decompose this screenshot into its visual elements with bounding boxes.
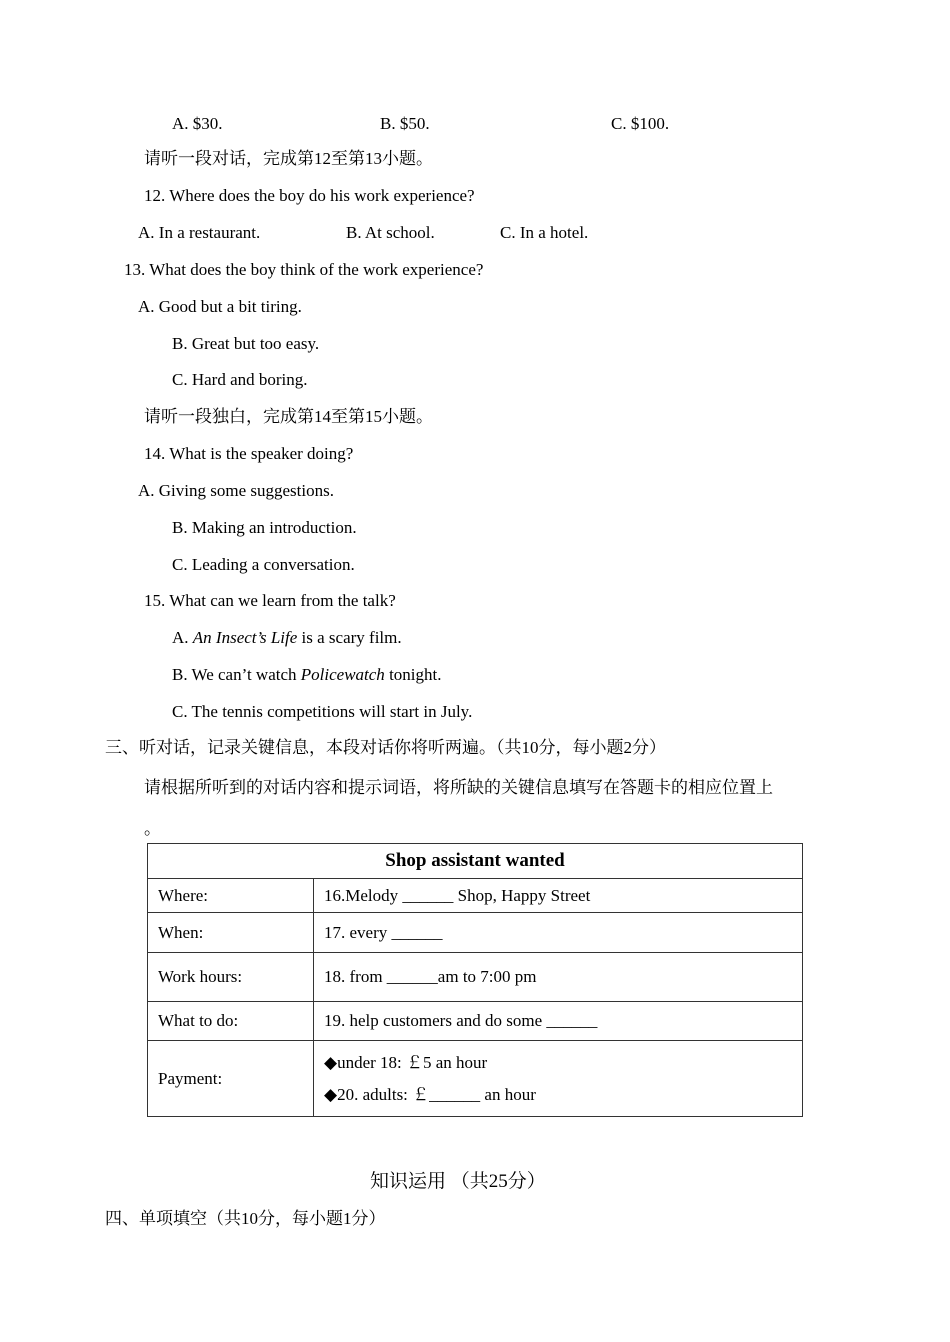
q11-option-a: A. $30.	[172, 114, 223, 133]
row-label: What to do:	[148, 1002, 314, 1041]
q13-option-b: B. Great but too easy.	[172, 334, 320, 353]
row-value: 19. help customers and do some ______	[314, 1002, 803, 1041]
shop-assistant-table	[147, 843, 803, 1117]
instruction-14-15: 请听一段独白，完成第14至第15小题。	[144, 407, 433, 426]
section3-heading: 三、听对话，记录关键信息，本段对话你将听两遍。（共10分，每小题2分）	[105, 738, 666, 757]
q13-question: 13. What does the boy think of the work experience?	[124, 260, 484, 279]
payment-label: Payment:	[148, 1041, 314, 1117]
section3-period: 。	[144, 819, 161, 838]
q14-question: 14. What is the speaker doing?	[144, 444, 354, 463]
q11-option-b: B. $50.	[380, 114, 430, 133]
payment-line: ◆20. adults: ￡______ an hour	[324, 1084, 536, 1104]
row-label: Where:	[148, 879, 314, 913]
q15-option-c: C. The tennis competitions will start in July.	[172, 702, 473, 721]
q15-question: 15. What can we learn from the talk?	[144, 591, 396, 610]
q13-option-a: A. Good but a bit tiring.	[138, 297, 302, 316]
q12-option-c: C. In a hotel.	[500, 223, 589, 242]
q12-question: 12. Where does the boy do his work experience?	[144, 186, 475, 205]
row-value: 16.Melody ______ Shop, Happy Street	[314, 879, 803, 913]
q11-option-c: C. $100.	[611, 114, 670, 133]
payment-value	[314, 1041, 803, 1117]
table-row	[148, 953, 803, 1002]
row-label: Work hours:	[148, 953, 314, 1002]
q15-option-a: A. An Insect’s Life is a scary film.	[172, 628, 402, 647]
q14-option-b: B. Making an introduction.	[172, 518, 357, 537]
table-row	[148, 913, 803, 953]
table-title: Shop assistant wanted	[148, 844, 803, 879]
table-row	[148, 1041, 803, 1117]
row-value: 17. every ______	[314, 913, 803, 953]
q15-option-b: B. We can’t watch Policewatch tonight.	[172, 665, 442, 684]
q12-option-a: A. In a restaurant.	[138, 223, 261, 242]
row-value: 18. from ______am to 7:00 pm	[314, 953, 803, 1002]
section4-heading: 四、单项填空（共10分，每小题1分）	[105, 1209, 386, 1228]
q12-option-b: B. At school.	[346, 223, 435, 242]
knowledge-heading: 知识运用 （共25分）	[370, 1171, 546, 1192]
instruction-12-13: 请听一段对话，完成第12至第13小题。	[144, 149, 433, 168]
q14-option-c: C. Leading a conversation.	[172, 555, 355, 574]
film-title: An Insect’s Life	[192, 628, 298, 647]
row-label: When:	[148, 913, 314, 953]
section3-instruction: 请根据所听到的对话内容和提示词语，将所缺的关键信息填写在答题卡的相应位置上	[144, 778, 773, 797]
table-row	[148, 1002, 803, 1041]
q13-option-c: C. Hard and boring.	[172, 370, 308, 389]
payment-line: ◆under 18: ￡5 an hour	[324, 1052, 488, 1072]
show-title: Policewatch	[300, 665, 385, 684]
q14-option-a: A. Giving some suggestions.	[138, 481, 334, 500]
table-row	[148, 879, 803, 913]
